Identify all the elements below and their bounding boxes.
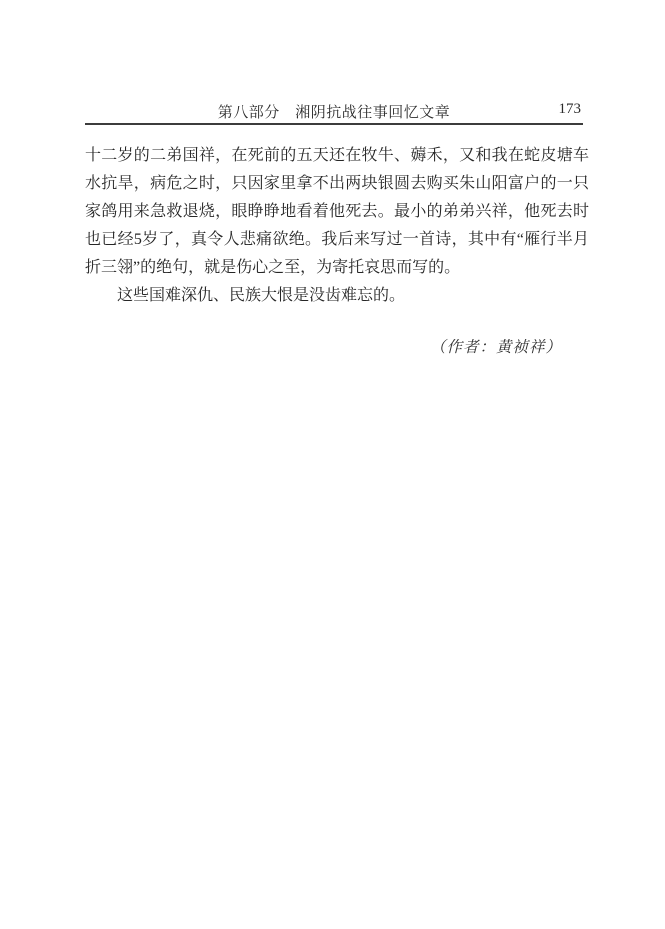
header-rule (85, 123, 583, 125)
author-attribution: （作者：黄祯祥） (429, 339, 562, 356)
page-number: 173 (558, 101, 581, 117)
paragraph: 十二岁的二弟国祥，在死前的五天还在牧牛、薅禾，又和我在蛇皮塘车水抗旱，病危之时，只因家里拿不出两块银圆去购买朱山阳富户的一只家鸽用来急救退烧，眼睁睁地看着他死去。最小的弟弟兴祥，他死去时也已经5岁了，真令人悲痛欲绝。我后来写过一首诗，其中有“雁行半月折三翎”的绝句，就是伤心之至，为寄托哀思而写的。 (85, 147, 589, 276)
paragraph: 这些国难深仇、民族大恨是没齿难忘的。 (117, 287, 406, 304)
section-title: 第八部分 湘阴抗战往事回忆文章 (217, 105, 451, 121)
running-header (85, 101, 583, 123)
article-body (85, 142, 589, 310)
